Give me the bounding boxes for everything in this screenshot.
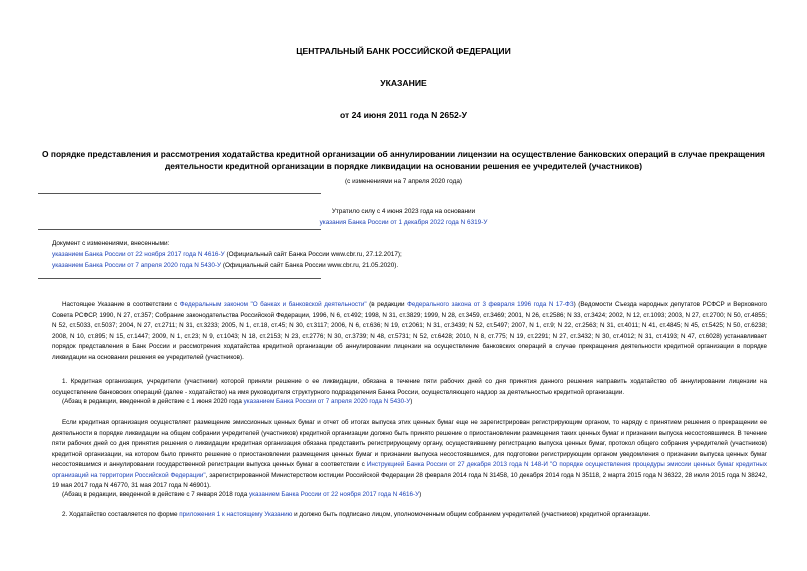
revision-item [52,249,402,260]
text-run: 2. Ходатайство составляется по форме [62,511,180,518]
repeal-link[interactable]: указания Банка России от 1 декабря 2022 года N 6319-У [319,219,488,226]
revision-source: (Официальный сайт Банка России www.cbr.ru, 21.05.2020). [221,262,399,269]
revision-source: (Официальный сайт Банка России www.cbr.ru, 27.12.2017); [224,251,402,258]
text-run: Настоящее Указание в соответствии с [62,301,180,308]
edition-link[interactable]: указанием Банка России от 22 ноября 2017 года N 4616-У [248,491,420,498]
text-run: (в редакции [366,301,408,308]
edition-note [62,398,412,405]
text-run: (Абзац в редакции, введенной в действие с 1 июня 2020 года [62,398,244,405]
law-link[interactable]: Федеральным законом "О банках и банковской деятельности" [179,301,367,308]
text-run: , зарегистрированной Министерством юстиции Российской Федерации 28 февраля 2014 года N 31458, 10 декабря 2014 года N 35118, 2 марта 2015 года N 36322, 28 июля 2015 года N 38242, 19 мая 2017 года N 46770, 31 мая 2017 года N 46901). [52,471,767,489]
appendix-link[interactable]: приложения 1 к настоящему Указанию [179,511,293,518]
paragraph-1: 1. Кредитная организация, учредители (участники) которой приняли решение о ее ликвидации, обязана в течение пяти рабочих дней со дня принятия данного решения направить ходатайство об аннулировании лицензии на осуществление банковских операций (далее - ходатайство) на имя руководителя структурного подразделения Банка России, осуществляющего надзор за деятельностью кредитной организации. [52,378,767,396]
document-kind: УКАЗАНИЕ [380,78,427,88]
revisions-block [52,238,402,271]
text-run: Если кредитная организация осуществляет размещение эмиссионных ценных бумаг и отчет об итогах выпуска этих ценных бумаг еще не зарегистрирован регистрирующим органом, то наряду с принятием решения о прекращении ее деятельности в порядке ликвидации на общем собрании учредителей (участников) кредитной организации должно быть принято решение о приостановлении размещения таких ценных бумаг и признании выпуска несостоявшимся. В течение пяти рабочих дней со дня принятия решения о ликвидации кредитная организация обязана представить регистрирующему органу, осуществившему регистрацию выпуска ценных бумаг, протокол общего собрания учредителей (участников) кредитной организации, на котором было принято решение о приостановлении размещения ценных бумаг и признании выпуска несостоявшимся, для подготовки регистрирующим органом уведомления о признании выпуска ценных бумаг несостоявшимся и аннулировании государственной регистрации выпуска ценных бумаг в соответствии с [52,419,767,468]
revision-link[interactable]: указанием Банка России от 7 апреля 2020 года N 5430-У [52,262,222,269]
text-run: ) [410,398,413,405]
issuer-heading: ЦЕНТРАЛЬНЫЙ БАНК РОССИЙСКОЙ ФЕДЕРАЦИИ [296,46,511,56]
repeal-notice [0,206,807,228]
repeal-text: Утратило силу с 4 июня 2023 года на основании [331,208,476,215]
law-amendment-link[interactable]: Федерального закона от 3 февраля 1996 года N 17-ФЗ [407,301,574,308]
divider [38,278,321,279]
text-run: (Абзац в редакции, введенной в действие с 7 января 2018 года [62,491,249,498]
document-title: О порядке представления и рассмотрения ходатайства кредитной организации об аннулировании лицензии на осуществление банковских операций в случае прекращения деятельности кредитной организации в порядке ликвидации на основании решения ее учредителей (участников) [42,149,765,171]
paragraph-1-securities [52,418,767,492]
revision-link[interactable]: указанием Банка России от 22 ноября 2017 года N 4616-У [52,251,225,258]
text-run: ) [419,491,422,498]
edition-note [62,491,421,498]
changes-note: (с изменениями на 7 апреля 2020 года) [345,178,462,185]
revision-item [52,260,402,271]
divider [38,229,321,230]
divider [38,193,321,194]
document-date: от 24 июня 2011 года N 2652-У [340,110,467,120]
edition-link[interactable]: указанием Банка России от 7 апреля 2020 года N 5430-У [243,398,411,405]
revisions-heading: Документ с изменениями, внесенными: [52,240,170,247]
paragraph-2 [52,510,767,521]
text-run: ) (Ведомости Съезда народных депутатов РСФСР и Верховного Совета РСФСР, 1990, N 27, ст.357; Собрание законодательства Российской Федерации, 1996, N 6, ст.492; 1998, N 31, ст.3829; 1999, N 28, ст.3459, ст.3469; 2001, N 26, ст.2586; N 33, ст.3424; 2002, N 12, ст.1093; 2003, N 27, ст.2700; N 50, ст.4855; N 52, ст.5033, ст.5037; 2004, N 27, ст.2711; N 31, ст.3233; 2005, N 1, ст.18, ст.45; N 30, ст.3117; 2006, N 6, ст.636; N 19, ст.2061; N 31, ст.3439; N 52, ст.5497; 2007, N 1, ст.9; N 22, ст.2563; N 31, ст.4011; N 41, ст.4845; N 45, ст.5425; N 50, ст.6238; 2008, N 10, ст.895; N 15, ст.1447; 2009, N 1, ст.23; N 9, ст.1043; N 18, ст.2153; N 23, ст.2776; N 30, ст.3739; N 48, ст.5731; N 52, ст.6428; 2010, N 8, ст.775; N 19, ст.2291; N 27, ст.3432; N 30, ст.4012; N 31, ст.4193; N 47, ст.6028) устанавливает порядок представления в Банк России и рассмотрения ходатайства кредитной организации об аннулировании лицензии на осуществление банковских операций в случае прекращения деятельности кредитной организации в порядке ликвидации на основании решения ее учредителей (участников). [52,301,767,361]
text-run: и должно быть подписано лицом, уполномоченным общим собранием учредителей (участников) кредитной организации. [292,511,651,518]
instruction-link[interactable]: Инструкцией Банка России от 27 декабря 2013 года N 148-И "О порядке осуществления процедуры эмиссии ценных бумаг кредитных организаций на территории Российской Федерации" [52,461,767,479]
preamble-paragraph [52,300,767,363]
